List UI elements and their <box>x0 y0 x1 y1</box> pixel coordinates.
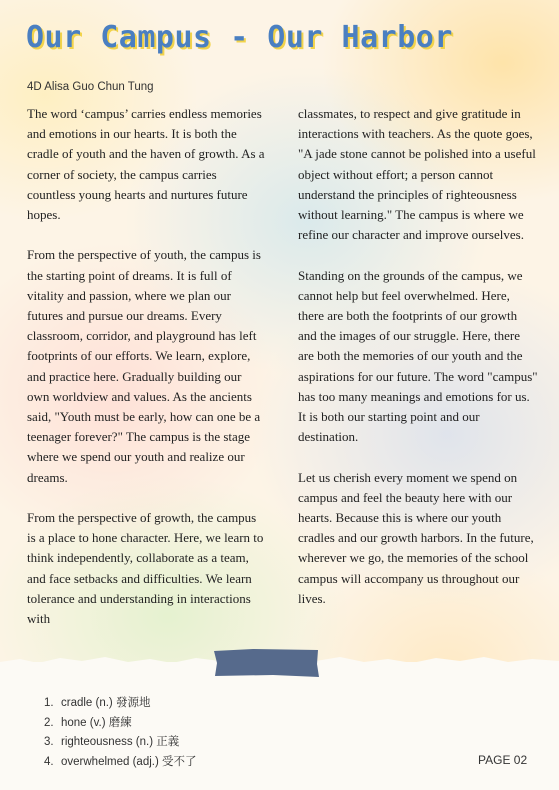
paragraph: classmates, to respect and give gratitude in interactions with teachers. As the quote goes, "A jade stone cannot be polished into a useful object without effort; a person cannot understand the principles of righteousness without learning." The campus is where we refine our character and improve ourselves. <box>298 106 536 243</box>
paragraph: The word ‘campus’ carries endless memories and emotions in our hearts. It is both the cradle of youth and the haven of growth. As a corner of society, the campus carries countless young hearts and nurtures future hopes. <box>27 106 265 223</box>
paragraph: From the perspective of youth, the campus is the starting point of dreams. It is full of vitality and passion, where we plan our futures and pursue our dreams. Every classroom, corridor, and playground has left footprints of our efforts. We learn, explore, and practice here. Gradually building our own worldview and values. As the ancients said, "Youth must be early, how can one be a teenager forever?" The campus is the stage where we spend our youth and realize our dreams. <box>27 247 261 485</box>
glossary-number: 3. <box>44 736 54 748</box>
page-title: Our Campus - Our Harbor <box>26 20 453 55</box>
paragraph: From the perspective of growth, the campus is a place to hone character. Here, we learn to think independently, collaborate as a team, and face setbacks and difficulties. We learn tolerance and understanding in interactions with <box>27 510 264 627</box>
author-line: 4D Alisa Guo Chun Tung <box>27 81 154 93</box>
glossary-item <box>44 733 196 753</box>
glossary-number: 4. <box>44 755 54 768</box>
paragraph: Standing on the grounds of the campus, we cannot help but feel overwhelmed. Here, there are both the footprints of our growth and the images of our struggle. Here, there are both the memories of our youth and the aspirations for our future. The word "campus" has too many meanings and emotions for us. It is both our starting point and our destination. <box>298 267 538 445</box>
glossary-item <box>44 714 196 734</box>
right-column <box>298 104 538 629</box>
glossary-item <box>44 694 196 714</box>
paragraph: Let us cherish every moment we spend on campus and feel the beauty here with our hearts. Because this is where our youth cradles and our growth harbors. In the future, wherever we go, the memories of the school campus will accompany us throughout our lives. <box>298 469 534 606</box>
glossary-number: 2. <box>44 716 54 729</box>
glossary-term: righteousness (n.) 正義 <box>61 736 180 748</box>
left-column <box>27 104 267 649</box>
glossary-item <box>44 753 196 773</box>
glossary-term: overwhelmed (adj.) 受不了 <box>61 755 197 768</box>
glossary-number: 1. <box>44 697 54 709</box>
tape-strip <box>213 648 319 678</box>
glossary-list <box>44 694 196 772</box>
page-number: PAGE 02 <box>478 753 528 767</box>
glossary-term: cradle (n.) 發源地 <box>61 697 151 709</box>
glossary-term: hone (v.) 磨練 <box>61 716 132 729</box>
